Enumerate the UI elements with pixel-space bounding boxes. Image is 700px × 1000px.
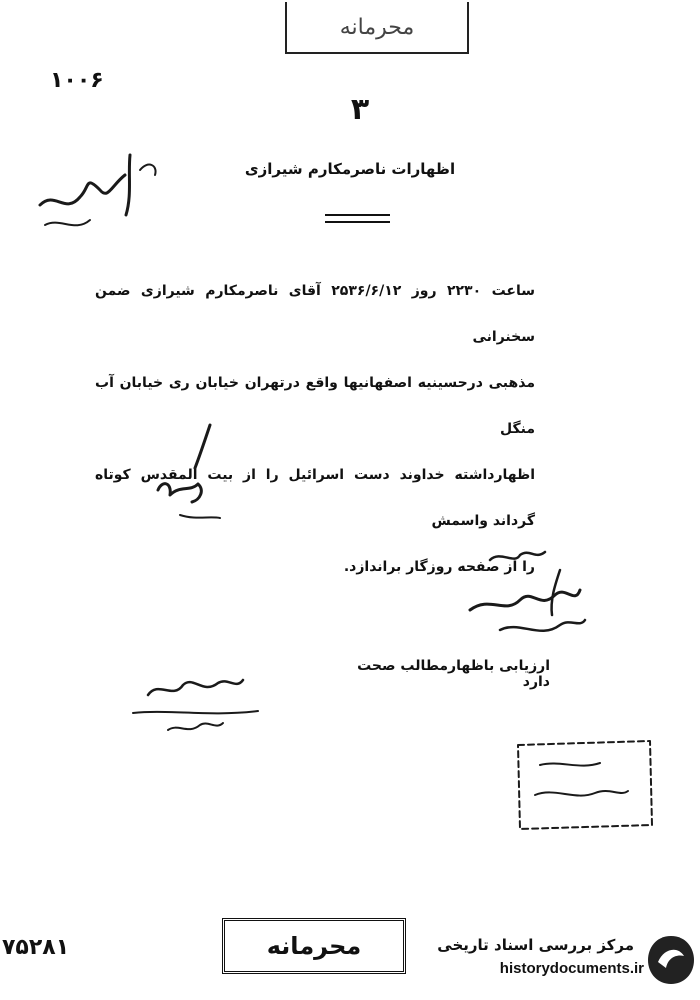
document-code: ۷۵۲۸۱ — [2, 935, 70, 960]
handwritten-margin-note — [30, 145, 170, 245]
page-number-left: ۱۰۰۶ — [50, 68, 104, 93]
handwritten-annotation — [150, 420, 240, 530]
archive-logo-icon — [646, 934, 696, 986]
signature-lower — [128, 665, 268, 745]
assessment-note: ارزیابی باظهارمطالب صحت دارد — [357, 658, 550, 690]
body-line-1: ساعت ۲۲۳۰ روز ۲۵۳۶/۶/۱۲ آقای ناصرمکارم شیرازی ضمن سخنرانی — [95, 283, 535, 345]
body-line-3: اظهارداشته خداوند دست اسرائیل را از بیت المقدس کوتاه گرداند واسمش — [95, 467, 535, 529]
confidential-stamp-bottom: محرمانه — [222, 918, 406, 974]
document-title: اظهارات ناصرمکارم شیرازی — [244, 160, 456, 178]
page-number-center: ۳ — [350, 92, 370, 127]
archive-watermark — [420, 928, 700, 990]
body-line-2: مذهبی درحسینیه اصفهانیها واقع درتهران خیابان ری خیابان آب منگل — [95, 375, 535, 437]
registration-stamp — [510, 735, 660, 835]
archive-name: مرکز بررسی اسناد تاریخی — [437, 936, 634, 954]
body-line-4: را از صفحه روزگار براندازد. — [343, 559, 535, 575]
confidential-stamp-top: محرمانه — [285, 2, 469, 54]
archive-url: historydocuments.ir — [499, 960, 644, 977]
title-underline — [325, 214, 390, 223]
signature-upper — [460, 540, 610, 650]
